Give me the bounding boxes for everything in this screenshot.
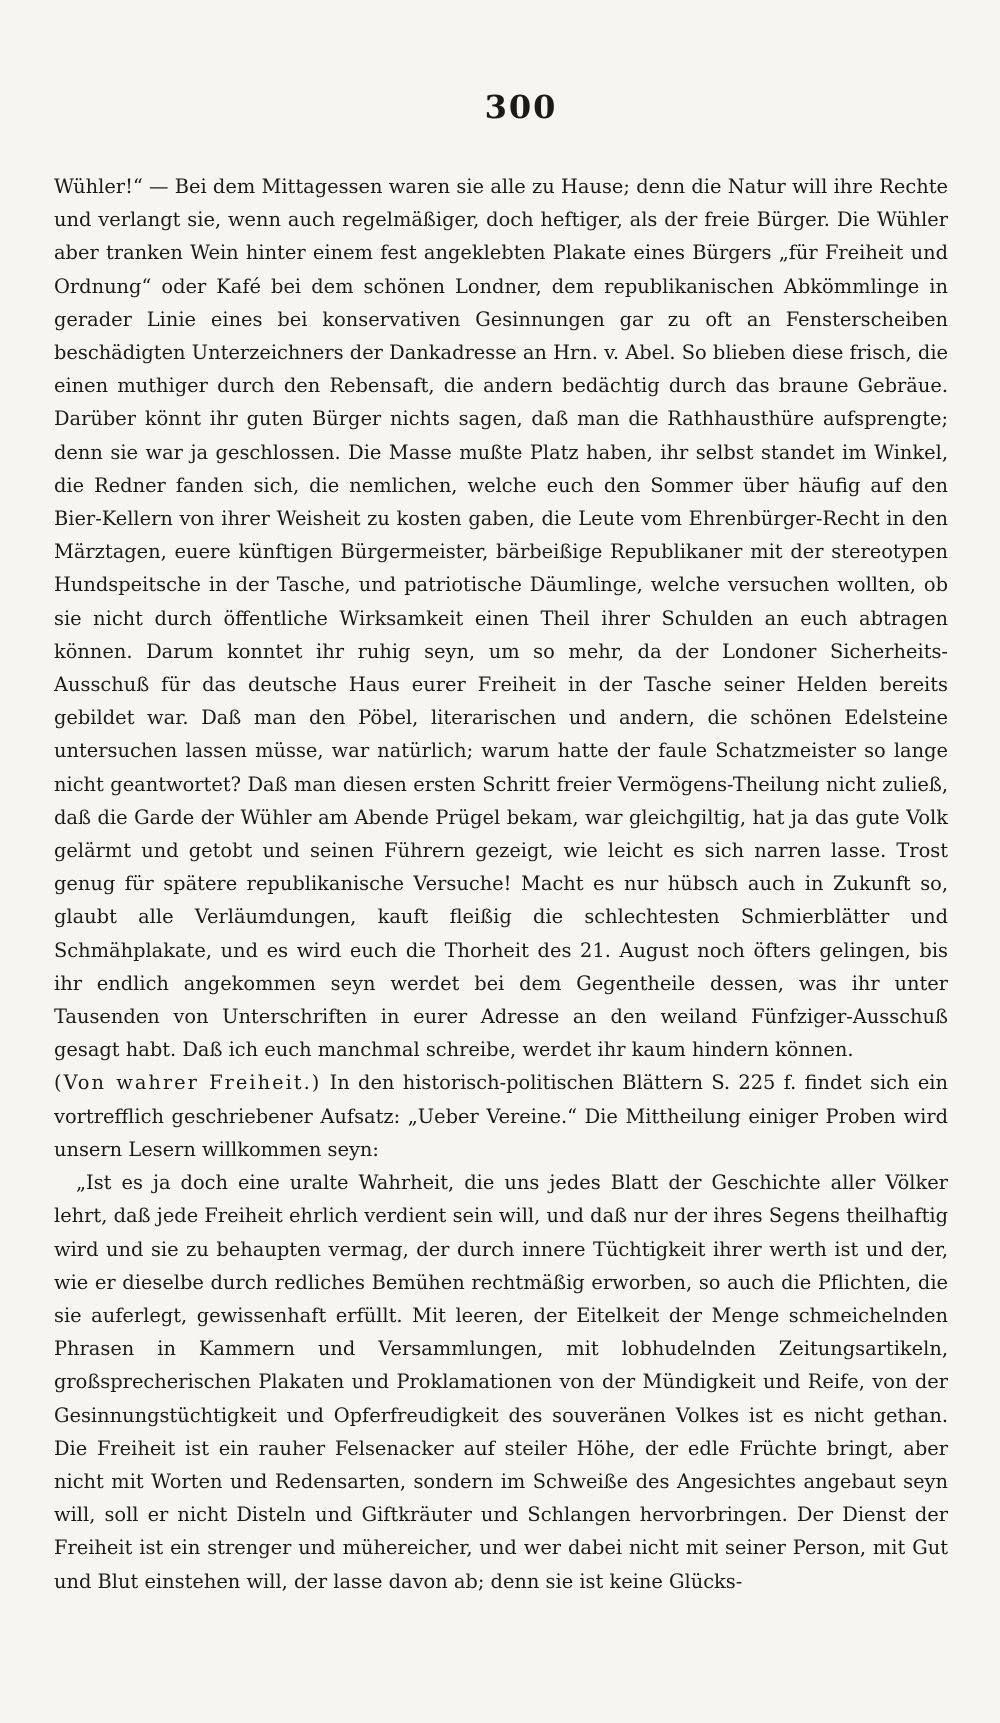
paragraph-text: In den historisch-politischen Blättern S. 225 f. findet sich ein vortrefflich geschriebener Aufsatz: „Ueber Vereine.“ Die Mittheilung einiger Proben wird unsern Lesern willkommen seyn: [54,1071,948,1161]
paragraph-text: „Ist es ja doch eine uralte Wahrheit, die uns jedes Blatt der Geschichte aller Völker lehrt, daß jede Freiheit ehrlich verdient sein will, und daß nur der ihres Segens theilhaftig wird und sie zu behaupten vermag, der durch innere Tüchtigkeit ihrer werth ist und der, wie er dieselbe durch redliches Bemühen rechtmäßig erworben, so auch die Pflichten, die sie auferlegt, gewissenhaft erfüllt. Mit leeren, der Eitelkeit der Menge schmeichelnden Phrasen in Kammern und Versammlungen, mit lobhudelnden Zeitungsartikeln, großsprecherischen Plakaten und Proklamationen von der Mündigkeit und Reife, von der Gesinnungstüchtigkeit und Opferfreudigkeit des souveränen Volkes ist es nicht gethan. Die Freiheit ist ein rauher Felsenacker auf steiler Höhe, der edle Früchte bringt, aber nicht mit Worten und Redensarten, sondern im Schweiße des Angesichtes angebaut seyn will, soll er nicht Disteln und Giftkräuter und Schlangen hervorbringen. Der Dienst der Freiheit ist ein strenger und mühereicher, und wer dabei nicht mit seiner Person, mit Gut und Blut einstehen will, der lasse davon ab; denn sie ist keine Glücks- [54,1171,948,1593]
paragraph-von-wahrer-freiheit [54,1066,948,1166]
page-number: 300 [484,88,558,126]
paragraph-text: Wühler!“ — Bei dem Mittagessen waren sie alle zu Hause; denn die Natur will ihre Rechte und verlangt sie, wenn auch regelmäßiger, doch heftiger, als der freie Bürger. Die Wühler aber tranken Wein hinter einem fest angeklebten Plakate eines Bürgers „für Freiheit und Ordnung“ oder Kafé bei dem schönen Londner, dem republikanischen Abkömmlinge in gerader Linie eines bei konservativen Gesinnungen gar zu oft an Fensterscheiben beschädigten Unterzeichners der Dankadresse an Hrn. v. Abel. So blieben diese frisch, die einen muthiger durch den Rebensaft, die andern bedächtig durch das braune Gebräue. Darüber könnt ihr guten Bürger nichts sagen, daß man die Rathhausthüre aufsprengte; denn sie war ja geschlossen. Die Masse mußte Platz haben, ihr selbst standet im Winkel, die Redner fanden sich, die nemlichen, welche euch den Sommer über häufig auf den Bier-Kellern von ihrer Weisheit zu kosten gaben, die Leute vom Ehrenbürger-Recht in den Märztagen, euere künftigen Bürgermeister, bärbeißige Republikaner mit der stereotypen Hundspeitsche in der Tasche, und patriotische Däumlinge, welche versuchen wollten, ob sie nicht durch öffentliche Wirksamkeit einen Theil ihrer Schulden an euch abtragen können. Darum konntet ihr ruhig seyn, um so mehr, da der Londoner Sicherheits-Ausschuß für das deutsche Haus eurer Freiheit in der Tasche seiner Helden bereits gebildet war. Daß man den Pöbel, literarischen und andern, die schönen Edelsteine untersuchen lassen müsse, war natürlich; warum hatte der faule Schatzmeister so lange nicht geantwortet? Daß man diesen ersten Schritt freier Vermögens-Theilung nicht zuließ, daß die Garde der Wühler am Abende Prügel bekam, war gleichgiltig, hat ja das gute Volk gelärmt und getobt und seinen Führern gezeigt, wie leicht es sich narren lasse. Trost genug für spätere republikanische Versuche! Macht es nur hübsch auch in Zukunft so, glaubt alle Verläumdungen, kauft fleißig die schlechtesten Schmierblätter und Schmähplakate, und es wird euch die Thorheit des 21. August noch öfters gelingen, bis ihr endlich angekommen seyn werdet bei dem Gegentheile dessen, was ihr unter Tausenden von Unterschriften in eurer Adresse an den weiland Fünfziger-Ausschuß gesagt habt. Daß ich euch manchmal schreibe, werdet ihr kaum hindern können. [54,175,948,1062]
paragraph-quotation [54,1166,948,1598]
section-heading: (Von wahrer Freiheit.) [54,1071,322,1095]
paragraph-wuehler [54,170,948,1066]
